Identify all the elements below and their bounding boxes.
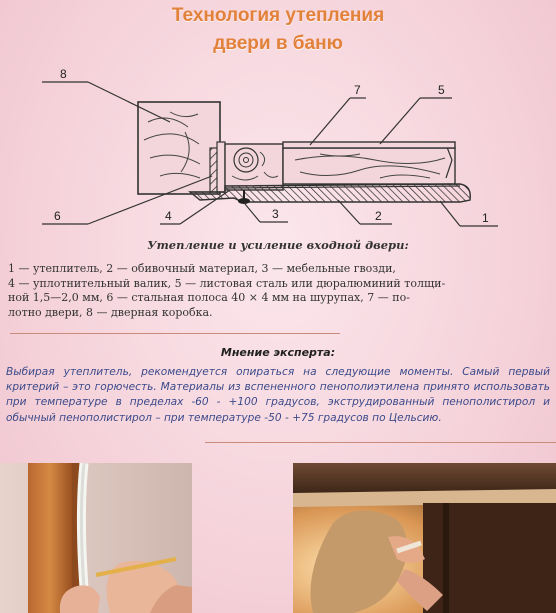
- divider-line: [10, 333, 340, 334]
- callout-8: 8: [60, 67, 67, 81]
- page-title-line-1: Технология утепления: [171, 5, 385, 26]
- worker-insulating-door-frame-photo: [293, 463, 556, 613]
- page-title-line-2: двери в баню: [213, 33, 343, 54]
- callout-4: 4: [165, 209, 172, 223]
- callout-7: 7: [354, 83, 361, 97]
- callout-1: 1: [482, 211, 489, 225]
- diagram-caption: Утепление и усиление входной двери:: [147, 238, 409, 252]
- callout-2: 2: [375, 209, 382, 223]
- sealing-roller-part: [225, 144, 283, 190]
- callout-6: 6: [54, 209, 61, 223]
- callout-5: 5: [438, 83, 445, 97]
- door-frame-part: [138, 102, 220, 194]
- sheet-steel-part: [283, 142, 455, 148]
- expert-text: Выбирая утеплитель, рекомендуется опираться на следующие моменты. Самый первый критерий – это горючесть. Материалы из вспененного пенополиэтилена принято использовать при температуре в пределах -60 - +100 градусов, экструдированный пенополистирол и обычный пенополистирол – при температуре -50 - +75 градусов по Цельсию.: [6, 366, 550, 424]
- hands-applying-door-seal-photo: [0, 463, 192, 613]
- callout-3: 3: [272, 207, 279, 221]
- divider-line: [205, 442, 556, 443]
- door-insulation-diagram: [20, 60, 520, 235]
- diagram-legend: 1 — утеплитель, 2 — обивочный материал, 3 — мебельные гвозди, 4 — уплотнительный валик, 5 — листовая сталь или дюралюминий толщи- ной 1,5—2,0 мм, 6 — стальная полоса 40 × 4 мм на шурупах, 7 — по- лотно двери, 8 — дверная коробка.: [8, 262, 446, 319]
- expert-heading: Мнение эксперта:: [220, 346, 336, 359]
